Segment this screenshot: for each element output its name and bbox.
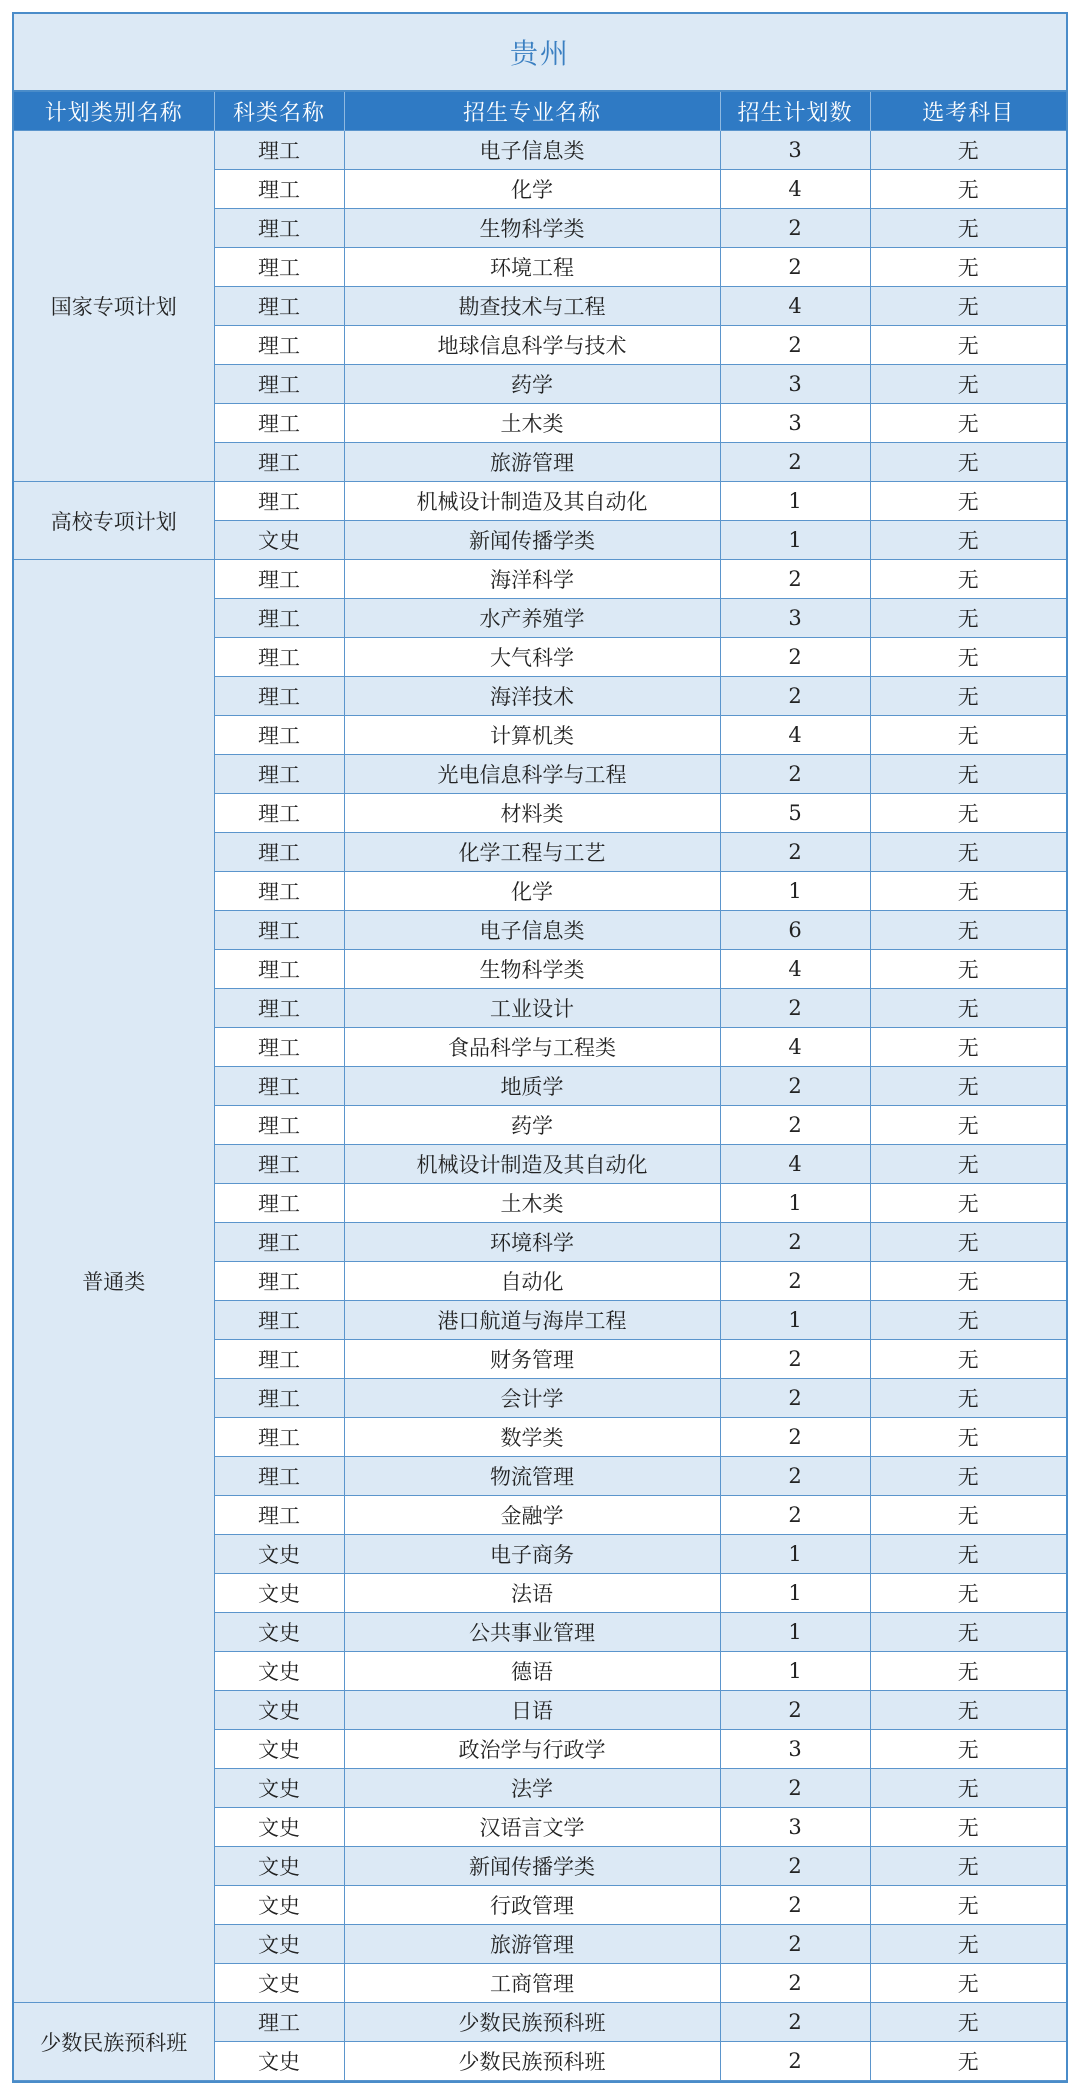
major-name-cell: 法学 <box>344 1769 720 1808</box>
header-plan-category: 计划类别名称 <box>14 92 214 131</box>
elective-subjects-cell: 无 <box>870 872 1066 911</box>
subject-type-cell: 理工 <box>214 716 344 755</box>
table-body <box>14 131 1066 2081</box>
table-row <box>14 560 1066 599</box>
plan-count-cell: 3 <box>720 599 870 638</box>
major-name-cell: 公共事业管理 <box>344 1613 720 1652</box>
subject-type-cell: 理工 <box>214 677 344 716</box>
elective-subjects-cell: 无 <box>870 2003 1066 2042</box>
subject-type-cell: 理工 <box>214 1418 344 1457</box>
subject-type-cell: 文史 <box>214 2042 344 2081</box>
plan-count-cell: 3 <box>720 131 870 170</box>
subject-type-cell: 理工 <box>214 1067 344 1106</box>
plan-count-cell: 4 <box>720 1028 870 1067</box>
elective-subjects-cell: 无 <box>870 911 1066 950</box>
plan-count-cell: 2 <box>720 1340 870 1379</box>
plan-count-cell: 3 <box>720 404 870 443</box>
major-name-cell: 食品科学与工程类 <box>344 1028 720 1067</box>
plan-count-cell: 4 <box>720 170 870 209</box>
plan-count-cell: 2 <box>720 1847 870 1886</box>
plan-count-cell: 1 <box>720 1301 870 1340</box>
header-elective-subjects: 选考科目 <box>870 92 1066 131</box>
subject-type-cell: 理工 <box>214 794 344 833</box>
subject-type-cell: 理工 <box>214 1262 344 1301</box>
subject-type-cell: 理工 <box>214 1145 344 1184</box>
major-name-cell: 电子信息类 <box>344 911 720 950</box>
elective-subjects-cell: 无 <box>870 170 1066 209</box>
elective-subjects-cell: 无 <box>870 443 1066 482</box>
subject-type-cell: 理工 <box>214 1379 344 1418</box>
plan-count-cell: 3 <box>720 1808 870 1847</box>
subject-type-cell: 理工 <box>214 833 344 872</box>
elective-subjects-cell: 无 <box>870 1340 1066 1379</box>
subject-type-cell: 理工 <box>214 404 344 443</box>
plan-count-cell: 2 <box>720 326 870 365</box>
plan-count-cell: 2 <box>720 1262 870 1301</box>
elective-subjects-cell: 无 <box>870 1769 1066 1808</box>
plan-count-cell: 1 <box>720 1535 870 1574</box>
major-name-cell: 数学类 <box>344 1418 720 1457</box>
elective-subjects-cell: 无 <box>870 1496 1066 1535</box>
subject-type-cell: 文史 <box>214 1964 344 2003</box>
subject-type-cell: 理工 <box>214 755 344 794</box>
plan-count-cell: 3 <box>720 1730 870 1769</box>
elective-subjects-cell: 无 <box>870 2042 1066 2081</box>
elective-subjects-cell: 无 <box>870 638 1066 677</box>
plan-count-cell: 4 <box>720 287 870 326</box>
major-name-cell: 大气科学 <box>344 638 720 677</box>
major-name-cell: 少数民族预科班 <box>344 2042 720 2081</box>
subject-type-cell: 理工 <box>214 560 344 599</box>
elective-subjects-cell: 无 <box>870 1223 1066 1262</box>
major-name-cell: 旅游管理 <box>344 1925 720 1964</box>
elective-subjects-cell: 无 <box>870 1184 1066 1223</box>
major-name-cell: 化学 <box>344 170 720 209</box>
subject-type-cell: 理工 <box>214 1301 344 1340</box>
major-name-cell: 机械设计制造及其自动化 <box>344 482 720 521</box>
plan-count-cell: 2 <box>720 1496 870 1535</box>
elective-subjects-cell: 无 <box>870 1457 1066 1496</box>
subject-type-cell: 文史 <box>214 1574 344 1613</box>
major-name-cell: 土木类 <box>344 404 720 443</box>
plan-count-cell: 1 <box>720 872 870 911</box>
subject-type-cell: 理工 <box>214 326 344 365</box>
elective-subjects-cell: 无 <box>870 1808 1066 1847</box>
subject-type-cell: 文史 <box>214 1769 344 1808</box>
plan-count-cell: 1 <box>720 1613 870 1652</box>
elective-subjects-cell: 无 <box>870 1262 1066 1301</box>
plan-category-cell: 普通类 <box>14 560 214 2003</box>
elective-subjects-cell: 无 <box>870 599 1066 638</box>
major-name-cell: 化学 <box>344 872 720 911</box>
elective-subjects-cell: 无 <box>870 794 1066 833</box>
elective-subjects-cell: 无 <box>870 1379 1066 1418</box>
subject-type-cell: 理工 <box>214 989 344 1028</box>
subject-type-cell: 文史 <box>214 1613 344 1652</box>
elective-subjects-cell: 无 <box>870 1925 1066 1964</box>
major-name-cell: 德语 <box>344 1652 720 1691</box>
subject-type-cell: 文史 <box>214 1925 344 1964</box>
elective-subjects-cell: 无 <box>870 1613 1066 1652</box>
major-name-cell: 机械设计制造及其自动化 <box>344 1145 720 1184</box>
subject-type-cell: 文史 <box>214 1847 344 1886</box>
subject-type-cell: 理工 <box>214 248 344 287</box>
plan-count-cell: 2 <box>720 1457 870 1496</box>
plan-count-cell: 2 <box>720 1769 870 1808</box>
major-name-cell: 地球信息科学与技术 <box>344 326 720 365</box>
plan-count-cell: 4 <box>720 950 870 989</box>
major-name-cell: 勘查技术与工程 <box>344 287 720 326</box>
plan-count-cell: 1 <box>720 1652 870 1691</box>
major-name-cell: 行政管理 <box>344 1886 720 1925</box>
major-name-cell: 自动化 <box>344 1262 720 1301</box>
major-name-cell: 计算机类 <box>344 716 720 755</box>
plan-count-cell: 2 <box>720 209 870 248</box>
plan-category-cell: 少数民族预科班 <box>14 2003 214 2081</box>
subject-type-cell: 文史 <box>214 1652 344 1691</box>
plan-count-cell: 1 <box>720 521 870 560</box>
subject-type-cell: 理工 <box>214 1457 344 1496</box>
plan-count-cell: 3 <box>720 365 870 404</box>
plan-count-cell: 2 <box>720 248 870 287</box>
plan-count-cell: 1 <box>720 1574 870 1613</box>
elective-subjects-cell: 无 <box>870 131 1066 170</box>
plan-count-cell: 2 <box>720 1925 870 1964</box>
plan-count-cell: 1 <box>720 482 870 521</box>
subject-type-cell: 文史 <box>214 1808 344 1847</box>
title-bar <box>14 14 1066 92</box>
elective-subjects-cell: 无 <box>870 1847 1066 1886</box>
plan-count-cell: 2 <box>720 833 870 872</box>
major-name-cell: 生物科学类 <box>344 209 720 248</box>
major-name-cell: 少数民族预科班 <box>344 2003 720 2042</box>
plan-count-cell: 4 <box>720 1145 870 1184</box>
plan-count-cell: 2 <box>720 638 870 677</box>
subject-type-cell: 理工 <box>214 950 344 989</box>
table-row <box>14 131 1066 170</box>
plan-count-cell: 2 <box>720 1067 870 1106</box>
table-header <box>14 92 1066 131</box>
major-name-cell: 环境科学 <box>344 1223 720 1262</box>
subject-type-cell: 文史 <box>214 1886 344 1925</box>
major-name-cell: 药学 <box>344 1106 720 1145</box>
plan-count-cell: 2 <box>720 1691 870 1730</box>
elective-subjects-cell: 无 <box>870 482 1066 521</box>
elective-subjects-cell: 无 <box>870 1691 1066 1730</box>
header-row <box>14 92 1066 131</box>
plan-count-cell: 2 <box>720 677 870 716</box>
elective-subjects-cell: 无 <box>870 1535 1066 1574</box>
plan-count-cell: 2 <box>720 443 870 482</box>
plan-count-cell: 2 <box>720 1964 870 2003</box>
elective-subjects-cell: 无 <box>870 404 1066 443</box>
major-name-cell: 新闻传播学类 <box>344 521 720 560</box>
plan-count-cell: 5 <box>720 794 870 833</box>
elective-subjects-cell: 无 <box>870 326 1066 365</box>
major-name-cell: 海洋科学 <box>344 560 720 599</box>
major-name-cell: 工业设计 <box>344 989 720 1028</box>
subject-type-cell: 理工 <box>214 131 344 170</box>
subject-type-cell: 文史 <box>214 1691 344 1730</box>
subject-type-cell: 理工 <box>214 482 344 521</box>
major-name-cell: 海洋技术 <box>344 677 720 716</box>
plan-count-cell: 2 <box>720 1418 870 1457</box>
elective-subjects-cell: 无 <box>870 1418 1066 1457</box>
subject-type-cell: 理工 <box>214 443 344 482</box>
subject-type-cell: 理工 <box>214 1496 344 1535</box>
elective-subjects-cell: 无 <box>870 989 1066 1028</box>
elective-subjects-cell: 无 <box>870 1301 1066 1340</box>
major-name-cell: 旅游管理 <box>344 443 720 482</box>
subject-type-cell: 理工 <box>214 599 344 638</box>
plan-count-cell: 2 <box>720 1886 870 1925</box>
elective-subjects-cell: 无 <box>870 1067 1066 1106</box>
subject-type-cell: 理工 <box>214 209 344 248</box>
major-name-cell: 电子商务 <box>344 1535 720 1574</box>
enrollment-table <box>14 92 1066 2081</box>
major-name-cell: 材料类 <box>344 794 720 833</box>
subject-type-cell: 文史 <box>214 1535 344 1574</box>
subject-type-cell: 理工 <box>214 2003 344 2042</box>
subject-type-cell: 理工 <box>214 911 344 950</box>
table-row <box>14 2003 1066 2042</box>
elective-subjects-cell: 无 <box>870 677 1066 716</box>
elective-subjects-cell: 无 <box>870 950 1066 989</box>
subject-type-cell: 理工 <box>214 287 344 326</box>
major-name-cell: 土木类 <box>344 1184 720 1223</box>
major-name-cell: 法语 <box>344 1574 720 1613</box>
subject-type-cell: 文史 <box>214 1730 344 1769</box>
subject-type-cell: 理工 <box>214 638 344 677</box>
elective-subjects-cell: 无 <box>870 1886 1066 1925</box>
plan-count-cell: 2 <box>720 989 870 1028</box>
elective-subjects-cell: 无 <box>870 716 1066 755</box>
subject-type-cell: 理工 <box>214 1223 344 1262</box>
elective-subjects-cell: 无 <box>870 755 1066 794</box>
subject-type-cell: 理工 <box>214 1106 344 1145</box>
elective-subjects-cell: 无 <box>870 521 1066 560</box>
elective-subjects-cell: 无 <box>870 1652 1066 1691</box>
major-name-cell: 药学 <box>344 365 720 404</box>
subject-type-cell: 理工 <box>214 1028 344 1067</box>
plan-count-cell: 2 <box>720 755 870 794</box>
major-name-cell: 地质学 <box>344 1067 720 1106</box>
header-plan-count: 招生计划数 <box>720 92 870 131</box>
elective-subjects-cell: 无 <box>870 1574 1066 1613</box>
major-name-cell: 会计学 <box>344 1379 720 1418</box>
major-name-cell: 光电信息科学与工程 <box>344 755 720 794</box>
elective-subjects-cell: 无 <box>870 248 1066 287</box>
major-name-cell: 工商管理 <box>344 1964 720 2003</box>
subject-type-cell: 理工 <box>214 1340 344 1379</box>
subject-type-cell: 文史 <box>214 521 344 560</box>
elective-subjects-cell: 无 <box>870 1964 1066 2003</box>
elective-subjects-cell: 无 <box>870 1028 1066 1067</box>
major-name-cell: 日语 <box>344 1691 720 1730</box>
plan-count-cell: 6 <box>720 911 870 950</box>
major-name-cell: 财务管理 <box>344 1340 720 1379</box>
header-major-name: 招生专业名称 <box>344 92 720 131</box>
major-name-cell: 新闻传播学类 <box>344 1847 720 1886</box>
plan-count-cell: 2 <box>720 560 870 599</box>
elective-subjects-cell: 无 <box>870 833 1066 872</box>
major-name-cell: 港口航道与海岸工程 <box>344 1301 720 1340</box>
elective-subjects-cell: 无 <box>870 1730 1066 1769</box>
plan-count-cell: 2 <box>720 1223 870 1262</box>
major-name-cell: 环境工程 <box>344 248 720 287</box>
major-name-cell: 水产养殖学 <box>344 599 720 638</box>
subject-type-cell: 理工 <box>214 1184 344 1223</box>
elective-subjects-cell: 无 <box>870 1106 1066 1145</box>
plan-count-cell: 2 <box>720 1379 870 1418</box>
header-subject-type: 科类名称 <box>214 92 344 131</box>
subject-type-cell: 理工 <box>214 170 344 209</box>
plan-count-cell: 4 <box>720 716 870 755</box>
elective-subjects-cell: 无 <box>870 365 1066 404</box>
major-name-cell: 生物科学类 <box>344 950 720 989</box>
elective-subjects-cell: 无 <box>870 209 1066 248</box>
subject-type-cell: 理工 <box>214 365 344 404</box>
elective-subjects-cell: 无 <box>870 287 1066 326</box>
plan-count-cell: 2 <box>720 1106 870 1145</box>
enrollment-plan-sheet <box>12 12 1068 2083</box>
plan-category-cell: 国家专项计划 <box>14 131 214 482</box>
major-name-cell: 汉语言文学 <box>344 1808 720 1847</box>
plan-count-cell: 2 <box>720 2003 870 2042</box>
major-name-cell: 化学工程与工艺 <box>344 833 720 872</box>
elective-subjects-cell: 无 <box>870 1145 1066 1184</box>
major-name-cell: 物流管理 <box>344 1457 720 1496</box>
plan-category-cell: 高校专项计划 <box>14 482 214 560</box>
table-row <box>14 482 1066 521</box>
subject-type-cell: 理工 <box>214 872 344 911</box>
major-name-cell: 电子信息类 <box>344 131 720 170</box>
major-name-cell: 金融学 <box>344 1496 720 1535</box>
plan-count-cell: 1 <box>720 1184 870 1223</box>
plan-count-cell: 2 <box>720 2042 870 2081</box>
elective-subjects-cell: 无 <box>870 560 1066 599</box>
major-name-cell: 政治学与行政学 <box>344 1730 720 1769</box>
page-title: 贵州 <box>509 37 570 70</box>
